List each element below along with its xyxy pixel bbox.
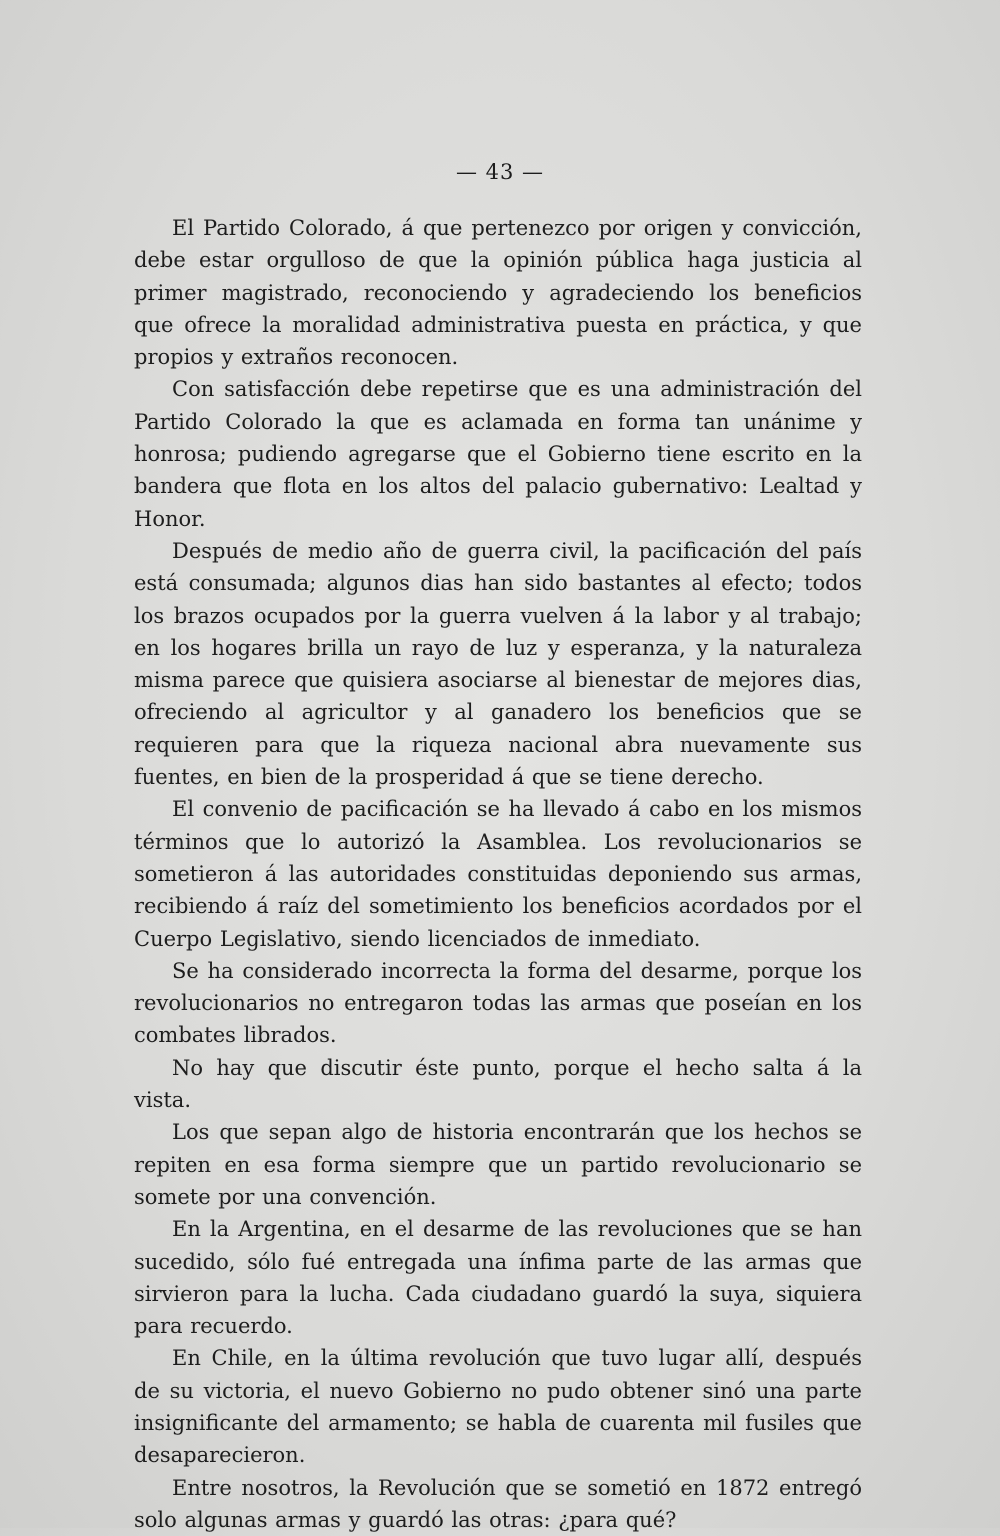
body-text [134,212,862,1536]
paragraph: Después de medio año de guerra civil, la pacificación del país está consumada; algunos dias han sido bastantes al efecto; todos los brazos ocupados por la guerra vuelven á la labor y al trabajo; en los hogares brilla un rayo de luz y esperanza, y la naturaleza misma parece que quisiera asociarse al bienestar de mejores dias, ofreciendo al agricultor y al ganadero los beneficios que se requieren para que la riqueza nacional abra nuevamente sus fuentes, en bien de la prosperidad á que se tiene derecho. [134,538,862,790]
paragraph: Con satisfacción debe repetirse que es una administración del Partido Colorado la que es aclamada en forma tan unánime y honrosa; pudiendo agregarse que el Gobierno tiene escrito en la bandera que flota en los altos del palacio gubernativo: Lealtad y Honor. [134,377,862,531]
paragraph: El convenio de pacificación se ha llevado á cabo en los mismos términos que lo autorizó la Asamblea. Los revolucionarios se sometieron á las autoridades constituidas deponiendo sus armas, recibiendo á raíz del sometimiento los beneficios acordados por el Cuerpo Legislativo, siendo licenciados de inmediato. [134,797,862,951]
paragraph: Se ha considerado incorrecta la forma del desarme, porque los revolucionarios no entregaron todas las armas que poseían en los combates librados. [134,958,862,1048]
paragraph: Entre nosotros, la Revolución que se sometió en 1872 entregó solo algunas armas y guardó las otras: ¿para qué? [134,1475,862,1532]
paragraph: El Partido Colorado, á que pertenezco por origen y convicción, debe estar orgulloso de que la opinión pública haga justicia al primer magistrado, reconociendo y agradeciendo los beneficios que ofrece la moralidad administrativa puesta en práctica, y que propios y extraños reconocen. [134,216,862,370]
paragraph: En la Argentina, en el desarme de las revoluciones que se han sucedido, sólo fué entregada una ínfima parte de las armas que sirvieron para la lucha. Cada ciudadano guardó la suya, siquiera para recuerdo. [134,1217,862,1339]
paragraph: En Chile, en la última revolución que tuvo lugar allí, después de su victoria, el nuevo Gobierno no pudo obtener sinó una parte insignificante del armamento; se habla de cuarenta mil fusiles que desaparecieron. [134,1346,862,1468]
page-number: — 43 — [455,160,545,184]
paragraph: No hay que discutir éste punto, porque el hecho salta á la vista. [134,1055,862,1113]
paragraph: Los que sepan algo de historia encontrarán que los hechos se repiten en esa forma siempre que un partido revolucionario se somete por una convención. [134,1120,862,1209]
